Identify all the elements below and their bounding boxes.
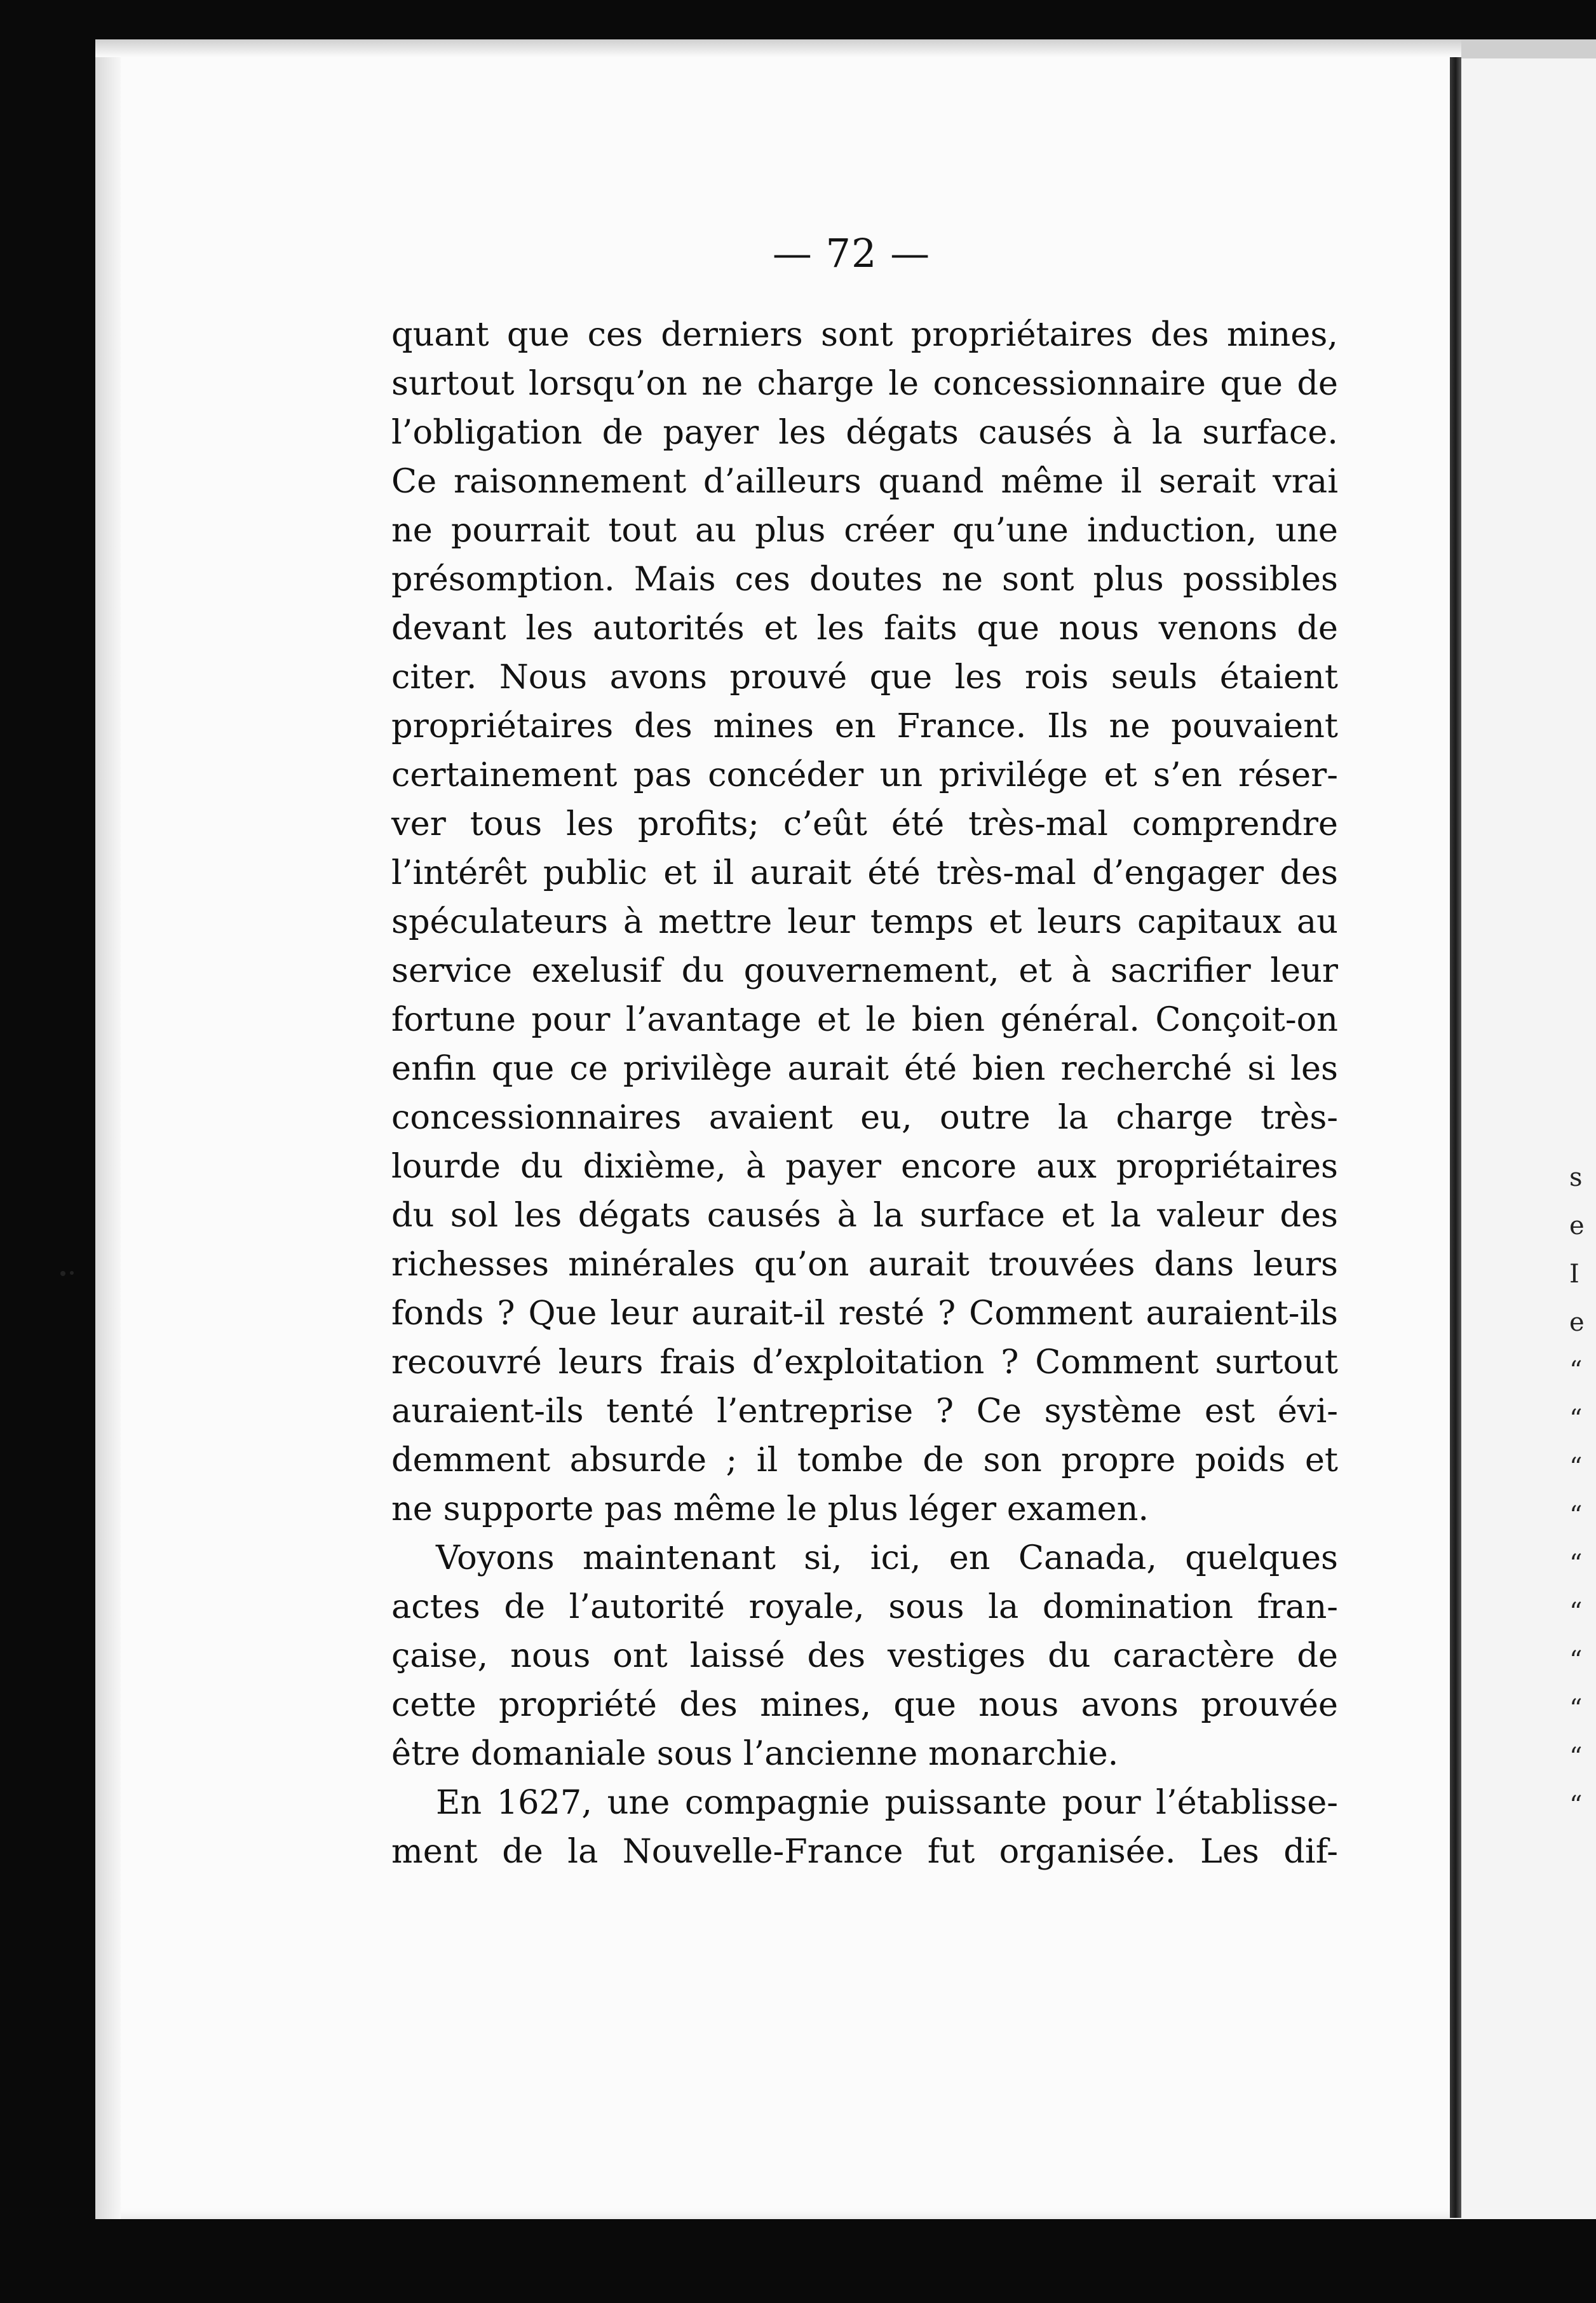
adjacent-page-char: s: [1569, 1163, 1583, 1192]
text-line: présomption. Mais ces doutes ne sont plus possibles: [391, 560, 1338, 599]
adjacent-page-char: “: [1569, 1356, 1583, 1385]
page-gutter: [1450, 57, 1461, 2218]
text-line: ment de la Nouvelle-France fut organisée. Les dif-: [391, 1832, 1338, 1871]
text-line: certainement pas concéder un privilége et s’en réser-: [391, 756, 1338, 794]
text-line: fonds ? Que leur aurait-il resté ? Comment auraient-ils: [391, 1294, 1338, 1333]
body-text: [391, 310, 1338, 1876]
adjacent-page-char: “: [1569, 1453, 1583, 1482]
scan-speck: [70, 1271, 74, 1275]
text-line: recouvré leurs frais d’exploitation ? Comment surtout: [391, 1343, 1338, 1382]
text-line: Voyons maintenant si, ici, en Canada, quelques: [436, 1539, 1338, 1577]
text-line: quant que ces derniers sont propriétaires des mines,: [391, 315, 1338, 354]
text-line: En 1627, une compagnie puissante pour l’établisse-: [436, 1783, 1338, 1822]
text-line: service exelusif du gouvernement, et à sacrifier leur: [391, 951, 1338, 990]
text-line: devant les autorités et les faits que nous venons de: [391, 609, 1338, 648]
adjacent-page-char: e: [1569, 1211, 1585, 1240]
text-line: être domaniale sous l’ancienne monarchie.: [391, 1734, 1119, 1773]
text-line: spéculateurs à mettre leur temps et leurs capitaux au: [391, 902, 1338, 941]
text-line: çaise, nous ont laissé des vestiges du caractère de: [391, 1636, 1338, 1675]
text-line: ne supporte pas même le plus léger examen.: [391, 1490, 1149, 1528]
text-line: ne pourrait tout au plus créer qu’une induction, une: [391, 511, 1338, 550]
adjacent-page-char: “: [1569, 1501, 1583, 1530]
adjacent-page-char: “: [1569, 1549, 1583, 1579]
page-top-edge: [95, 39, 1461, 57]
adjacent-page-char: “: [1569, 1598, 1583, 1627]
text-line: propriétaires des mines en France. Ils ne pouvaient: [391, 707, 1338, 745]
text-line: actes de l’autorité royale, sous la domination fran-: [391, 1587, 1338, 1626]
text-line: concessionnaires avaient eu, outre la charge très-: [391, 1098, 1338, 1137]
adjacent-page-char: e: [1569, 1308, 1585, 1337]
text-line: auraient-ils tenté l’entreprise ? Ce système est évi-: [391, 1392, 1338, 1430]
text-line: citer. Nous avons prouvé que les rois seuls étaient: [391, 658, 1338, 696]
text-line: lourde du dixième, à payer encore aux propriétaires: [391, 1147, 1338, 1186]
page-left-edge: [95, 39, 121, 2219]
adjacent-page-char: I: [1569, 1260, 1579, 1289]
text-line: l’obligation de payer les dégats causés à la surface.: [391, 413, 1338, 452]
adjacent-page-char: “: [1569, 1646, 1583, 1675]
scan-frame-top: [0, 0, 1596, 44]
adjacent-page-char: “: [1569, 1743, 1583, 1772]
text-line: fortune pour l’avantage et le bien général. Conçoit-on: [391, 1000, 1338, 1039]
adjacent-page-char: “: [1569, 1694, 1583, 1723]
text-line: enfin que ce privilège aurait été bien recherché si les: [391, 1049, 1338, 1088]
scan-speck: [60, 1271, 65, 1276]
text-line: l’intérêt public et il aurait été très-mal d’engager des: [391, 853, 1338, 892]
text-line: cette propriété des mines, que nous avons prouvée: [391, 1685, 1338, 1724]
adjacent-page-char: “: [1569, 1404, 1583, 1434]
text-line: surtout lorsqu’on ne charge le concessionnaire que de: [391, 364, 1338, 403]
scan-frame-left: [0, 0, 95, 2303]
text-line: du sol les dégats causés à la surface et la valeur des: [391, 1196, 1338, 1235]
text-line: ver tous les profits; c’eût été très-mal comprendre: [391, 805, 1338, 843]
page-number: — 72 —: [772, 230, 931, 276]
text-line: demment absurde ; il tombe de son propre poids et: [391, 1441, 1338, 1479]
text-line: Ce raisonnement d’ailleurs quand même il serait vrai: [391, 462, 1338, 501]
scan-frame-bottom: [0, 2219, 1596, 2303]
adjacent-page-marks: [1569, 0, 1596, 2303]
adjacent-page-char: “: [1569, 1791, 1583, 1820]
text-line: richesses minérales qu’on aurait trouvées dans leurs: [391, 1245, 1338, 1284]
